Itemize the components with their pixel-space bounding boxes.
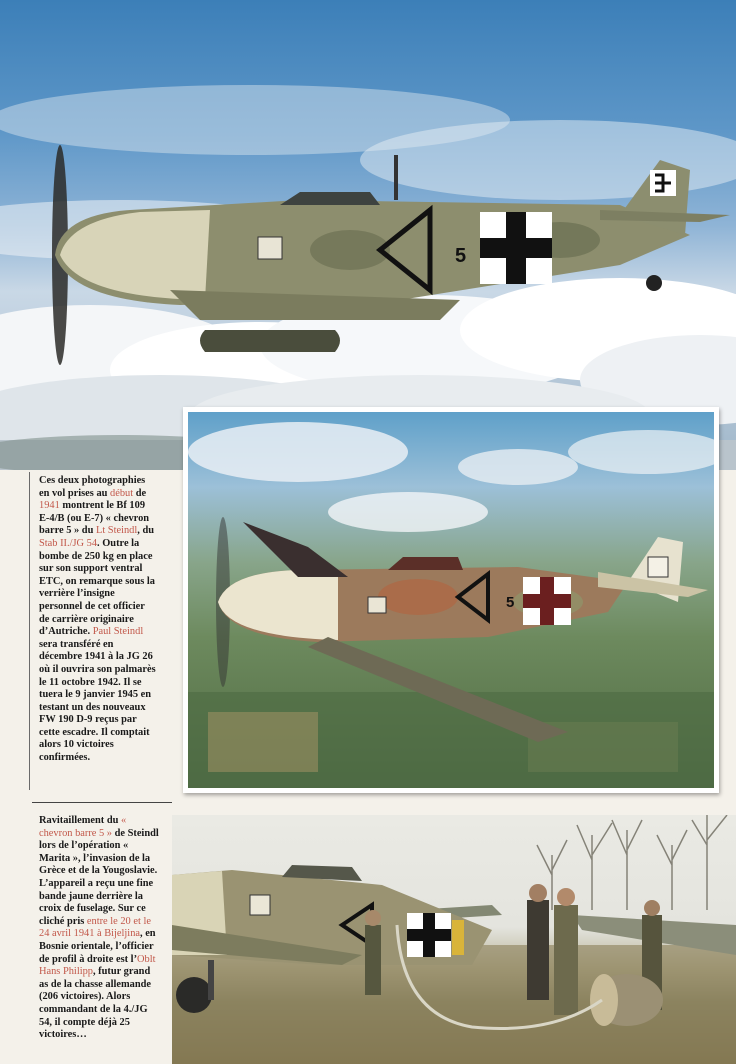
balkenkreuz bbox=[407, 913, 451, 957]
aircraft-bf109-photo2 bbox=[188, 412, 714, 788]
canopy bbox=[280, 192, 380, 205]
personal-insignia bbox=[368, 597, 386, 613]
caption-refuelling-photo bbox=[39, 815, 159, 1042]
swastika-tail-marking bbox=[650, 170, 676, 196]
main-wheel bbox=[176, 977, 212, 1013]
caption-text: de bbox=[133, 487, 147, 499]
caption-text: , futur grand as de la chasse allemande (206 victoires). Alors commandant de la 4./JG 54, il compte déjà 25 victoires… bbox=[39, 966, 151, 1041]
mechanic-figure bbox=[554, 905, 578, 1015]
caption-highlight: Lt Steindl bbox=[95, 525, 138, 537]
caption-text: montrent le Bf 109 E-4/B (ou E-7) « chevron barre 5 » du bbox=[39, 500, 150, 537]
ground-crew-figure bbox=[365, 925, 381, 995]
caption-text: , du bbox=[137, 525, 155, 537]
balkenkreuz bbox=[480, 212, 552, 284]
section-divider bbox=[32, 802, 172, 803]
personal-insignia bbox=[250, 895, 270, 915]
bomb-250kg bbox=[200, 330, 340, 352]
fuselage-number: 5 bbox=[506, 594, 515, 611]
caption-highlight: Stab II./JG 54 bbox=[39, 537, 98, 549]
tail-wheel bbox=[646, 275, 662, 291]
caption-highlight: entre le 20 et le 24 avril 1941 à Bijeljina bbox=[39, 915, 151, 940]
balkenkreuz bbox=[523, 577, 571, 625]
caption-flight-photos bbox=[39, 475, 157, 765]
officer-figure bbox=[527, 900, 549, 1000]
caption-text: , en Bosnie orientale, l’officier de profil à droite est l’ bbox=[39, 928, 156, 965]
photo-bf109-in-flight-clouds bbox=[0, 0, 736, 470]
canopy bbox=[388, 557, 463, 570]
caption-rule bbox=[29, 472, 30, 790]
caption-text: Ravitaillement du bbox=[39, 815, 121, 826]
personal-insignia bbox=[258, 237, 282, 259]
airfield-scene bbox=[172, 815, 736, 1064]
aircraft-bf109-photo1 bbox=[0, 0, 736, 470]
swastika-tail-marking bbox=[648, 557, 668, 577]
caption-text: sera transféré en décembre 1941 à la JG 26 où il ouvrira son palmarès le 11 octobre 1942. Il se tuera le 9 janvier 1945 en testant un des nouveaux FW 190 D-9 reçus par cette escadre. Il comptait alors 10 victoires confirmées. bbox=[39, 638, 156, 764]
fuselage-number: 5 bbox=[455, 245, 467, 267]
caption-text: Ces deux photographies en vol prises au bbox=[39, 475, 146, 499]
photo-bf109-framed-print bbox=[183, 407, 719, 793]
wing-upper bbox=[243, 522, 348, 577]
caption-text: . Outre la bombe de 250 kg en place sur son support ventral ETC, on remarque sous la verrière l’insigne personnel de cet officier de carrière originaire d’Autriche. bbox=[39, 537, 155, 638]
photo-bf109-refuelling-airfield bbox=[172, 815, 736, 1064]
caption-highlight: « chevron barre 5 » bbox=[39, 815, 127, 839]
caption-highlight: Paul Steindl bbox=[92, 626, 144, 638]
yellow-fuselage-band bbox=[452, 920, 464, 955]
caption-highlight: début bbox=[110, 487, 134, 499]
caption-highlight: 1941 bbox=[39, 500, 60, 512]
caption-text: de Steindl lors de l’opération « Marita », l’invasion de la Grèce et de la Yougoslavie. L’appareil a reçu une fine bande jaune derrière la croix de fuselage. Sur ce cliché pris bbox=[39, 827, 159, 927]
caption-highlight: Oblt Hans Philipp bbox=[39, 953, 156, 978]
